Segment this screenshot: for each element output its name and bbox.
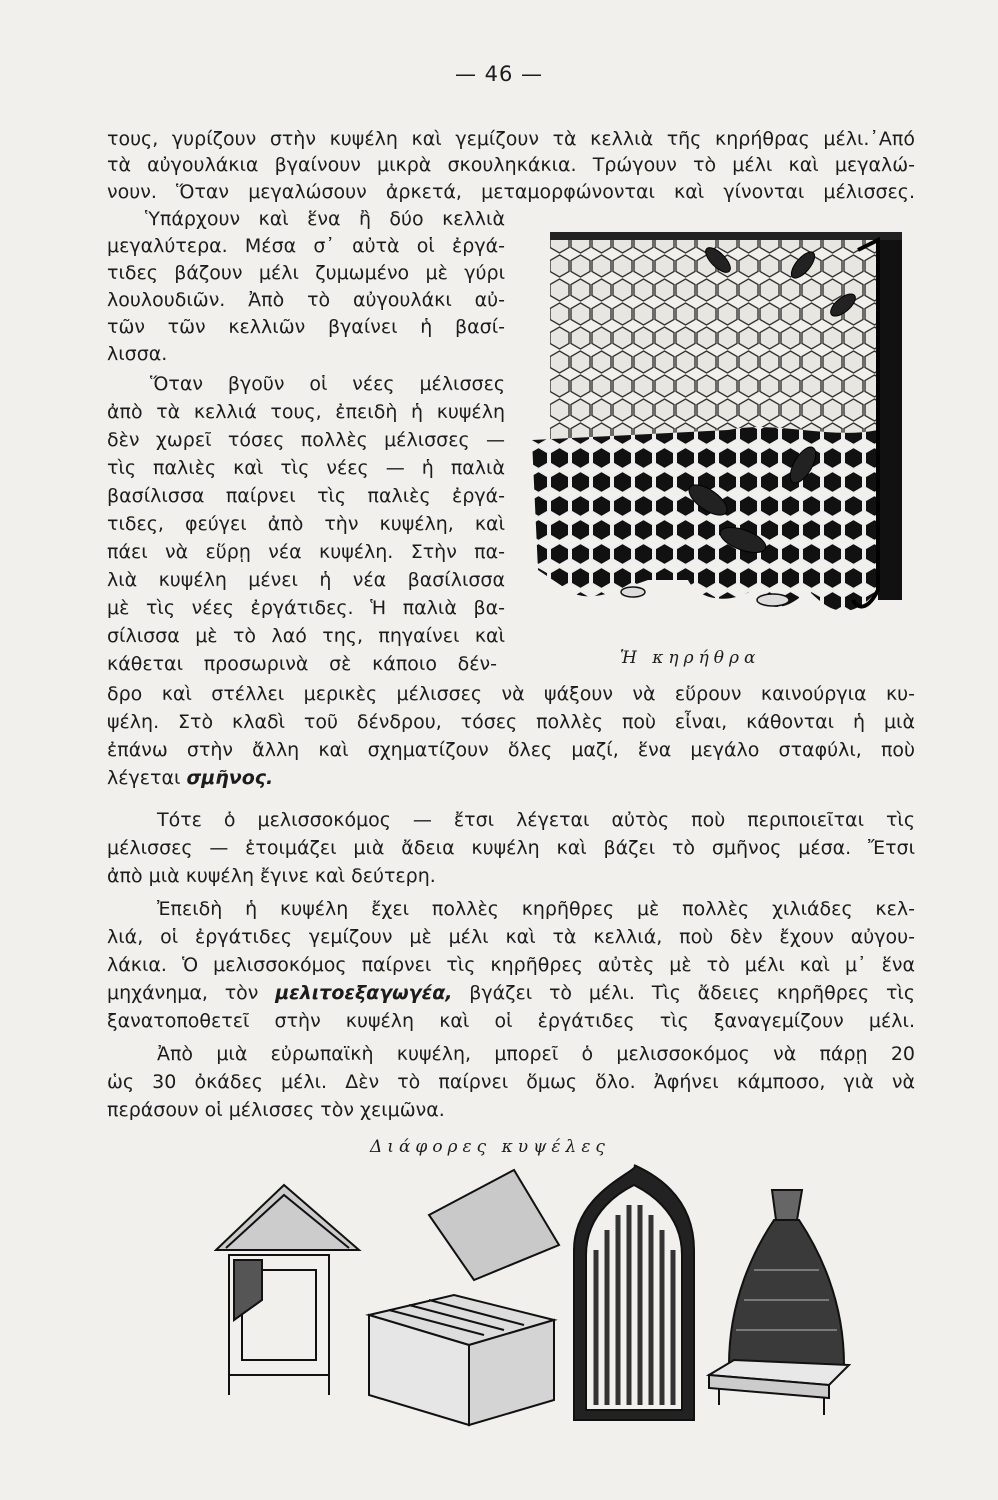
text-line xyxy=(107,766,915,791)
text-line: λισσα. xyxy=(107,343,168,365)
swarm-prefix: λέγεται xyxy=(107,767,181,789)
text-line: μέλισσες — ἑτοιμάζει μιὰ ἄδεια κυψέλη καὶ βάζει τὸ σμῆνος μέσα. Ἔτσι xyxy=(107,837,915,859)
text-line: πάει νὰ εὕρῃ νέα κυψέλη. Στὴν πα- xyxy=(107,541,505,563)
text-line: Ἐπειδὴ ἡ κυψέλη ἔχει πολλὲς κηρῆθρες μὲ πολλὲς χιλιάδες κελ- xyxy=(157,898,915,920)
text-line: τιδες βάζουν μέλι ζυμωμένο μὲ γύρι xyxy=(107,262,505,284)
text-line xyxy=(107,981,915,1006)
text-line: Ὑπάρχουν καὶ ἕνα ἢ δύο κελλιὰ xyxy=(145,208,505,230)
honeycomb-illustration xyxy=(528,230,908,640)
text-line: ἀπὸ τὰ κελλιά τους, ἐπειδὴ ἡ κυψέλη xyxy=(107,401,505,423)
text-line: σίλισσα μὲ τὸ λαό της, πηγαίνει καὶ xyxy=(107,625,505,647)
text-line: λουλουδιῶν. Ἀπὸ τὸ αὐγουλάκι αὐ- xyxy=(107,289,505,311)
text-line: τὰ αὐγουλάκια βγαίνουν μικρὰ σκουληκάκια. Τρώγουν τὸ μέλι καὶ μεγαλώ- xyxy=(107,154,915,176)
peaked-roof-hive-icon xyxy=(216,1185,359,1395)
text-line: κάθεται προσωρινὰ σὲ κάποιο δέν- xyxy=(107,653,497,675)
text-line: ὡς 30 ὀκάδες μέλι. Δὲν τὸ παίρνει ὅμως ὅλο. Ἀφήνει κάμποσο, γιὰ νὰ xyxy=(107,1071,915,1093)
extractor-suffix: βγάζει τὸ μέλι. Τὶς ἄδειες κηρῆθρες τὶς xyxy=(469,982,915,1004)
text-line: βασίλισσα παίρνει τὶς παλιὲς ἐργά- xyxy=(107,485,505,507)
text-line: νουν. Ὅταν μεγαλώσουν ἀρκετά, μεταμορφώνονται καὶ γίνονται μέλισσες. xyxy=(107,181,915,203)
text-line: δὲν χωρεῖ τόσες πολλὲς μέλισσες — xyxy=(107,429,505,451)
beehives-illustration xyxy=(214,1160,854,1435)
text-line: μὲ τὶς νέες ἐργάτιδες. Ἡ παλιὰ βα- xyxy=(107,597,505,619)
text-line: λάκια. Ὁ μελισσοκόμος παίρνει τὶς κηρῆθρες αὐτὲς μὲ τὸ μέλι καὶ μ᾽ ἕνα xyxy=(107,954,915,976)
text-line: Ὅταν βγοῦν οἱ νέες μέλισσες xyxy=(150,373,505,395)
page-number: — 46 — xyxy=(454,62,544,86)
text-line: Ἀπὸ μιὰ εὐρωπαϊκὴ κυψέλη, μπορεῖ ὁ μελισσοκόμος νὰ πάρῃ 20 xyxy=(157,1043,915,1065)
text-line: μεγαλύτερα. Μέσα σ᾽ αὐτὰ οἱ ἐργά- xyxy=(107,235,505,257)
caption-honeycomb: Ἡ κηρήθρα xyxy=(620,648,761,668)
text-line: ἐπάνω στὴν ἄλλη καὶ σχηματίζουν ὅλες μαζί, ἕνα μεγάλο σταφύλι, ποὺ xyxy=(107,739,915,761)
box-hive-icon xyxy=(369,1170,559,1425)
text-line: λιά, οἱ ἐργάτιδες γεμίζουν μὲ μέλι καὶ τὰ κελλιά, ποὺ δὲν ἔχουν αὐγου- xyxy=(107,926,915,948)
straw-skep-icon xyxy=(709,1190,849,1415)
caption-hives: Διάφορες κυψέλες xyxy=(370,1137,610,1157)
extractor-term: μελιτοεξαγωγέα, xyxy=(275,982,453,1004)
text-line: τους, γυρίζουν στὴν κυψέλη καὶ γεμίζουν τὰ κελλιὰ τῆς κηρήθρας μέλι.᾽Από xyxy=(107,128,915,150)
text-line: ἀπὸ μιὰ κυψέλη ἔγινε καὶ δεύτερη. xyxy=(107,865,436,887)
text-line: Τότε ὁ μελισσοκόμος — ἔτσι λέγεται αὐτὸς ποὺ περιποιεῖται τὶς xyxy=(157,809,915,831)
arched-hive-icon xyxy=(574,1165,694,1420)
text-line: δρο καὶ στέλλει μερικὲς μέλισσες νὰ ψάξουν νὰ εὕρουν καινούργια κυ- xyxy=(107,683,915,705)
text-line: τῶν τῶν κελλιῶν βγαίνει ἡ βασί- xyxy=(107,316,505,338)
swarm-term: σμῆνος. xyxy=(186,767,274,789)
text-line: τὶς παλιὲς καὶ τὶς νέες — ἡ παλιὰ xyxy=(107,457,505,479)
text-line: περάσουν οἱ μέλισσες τὸν χειμῶνα. xyxy=(107,1099,445,1121)
text-line: ψέλη. Στὸ κλαδὶ τοῦ δένδρου, τόσες πολλὲς ποὺ εἶναι, κάθονται ἡ μιὰ xyxy=(107,711,915,733)
extractor-prefix: μηχάνημα, τὸν xyxy=(107,982,259,1004)
text-line: τιδες, φεύγει ἀπὸ τὴν κυψέλη, καὶ xyxy=(107,513,505,535)
text-line: ξανατοποθετεῖ στὴν κυψέλη καὶ οἱ ἐργάτιδες τὶς ξαναγεμίζουν μέλι. xyxy=(107,1010,915,1032)
text-line: λιὰ κυψέλη μένει ἡ νέα βασίλισσα xyxy=(107,569,505,591)
